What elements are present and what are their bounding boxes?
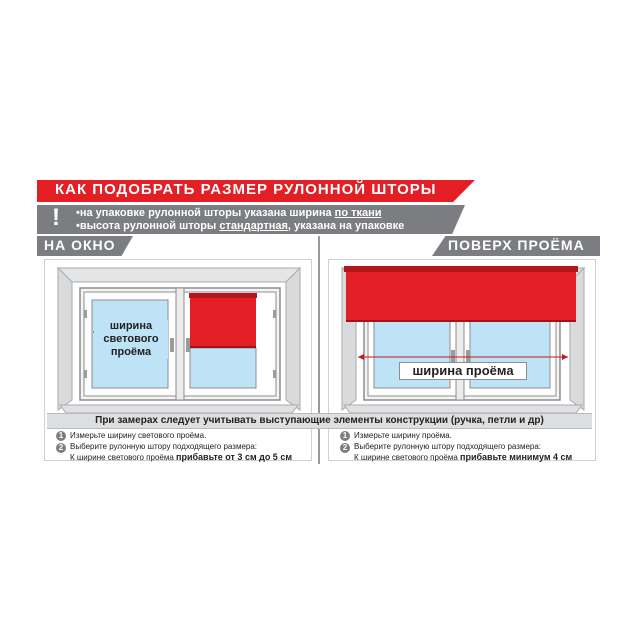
step-number: 1 xyxy=(340,431,350,441)
step-number: 2 xyxy=(340,443,350,453)
banner-text: При замерах следует учитывать выступающие элементы конструкции (ручка, петли и др) xyxy=(95,415,544,426)
tab-poverkh-proema: ПОВЕРХ ПРОЁМА xyxy=(448,237,585,253)
left-step-2: Выберите рулонную штору подходящего размера: xyxy=(70,442,258,451)
left-step-2-detail: К ширине светового проёма прибавьте от 3 см до 5 см xyxy=(70,452,292,462)
right-step-2: Выберите рулонную штору подходящего размера: xyxy=(354,442,542,451)
right-step-1: Измерьте ширину проёма. xyxy=(354,431,452,440)
step-number: 1 xyxy=(56,431,66,441)
note-width: •на упаковке рулонной шторы указана ширина по ткани xyxy=(76,207,382,219)
step-number: 2 xyxy=(56,443,66,453)
note-height: •высота рулонной шторы стандартная, указана на упаковке xyxy=(76,220,405,232)
right-step-2-detail: К ширине светового проёма прибавьте минимум 4 см xyxy=(354,452,573,462)
warning-icon: ! xyxy=(52,204,60,231)
tab-na-okno: НА ОКНО xyxy=(44,237,116,253)
page-title: КАК ПОДОБРАТЬ РАЗМЕР РУЛОННОЙ ШТОРЫ xyxy=(55,181,437,198)
left-measure-label: ширина светового проёма xyxy=(94,320,168,359)
measurement-banner xyxy=(47,413,592,429)
right-window-illustration xyxy=(342,266,584,413)
left-step-1: Измерьте ширину светового проёма. xyxy=(70,431,207,440)
right-measure-label: ширина проёма xyxy=(399,362,527,380)
